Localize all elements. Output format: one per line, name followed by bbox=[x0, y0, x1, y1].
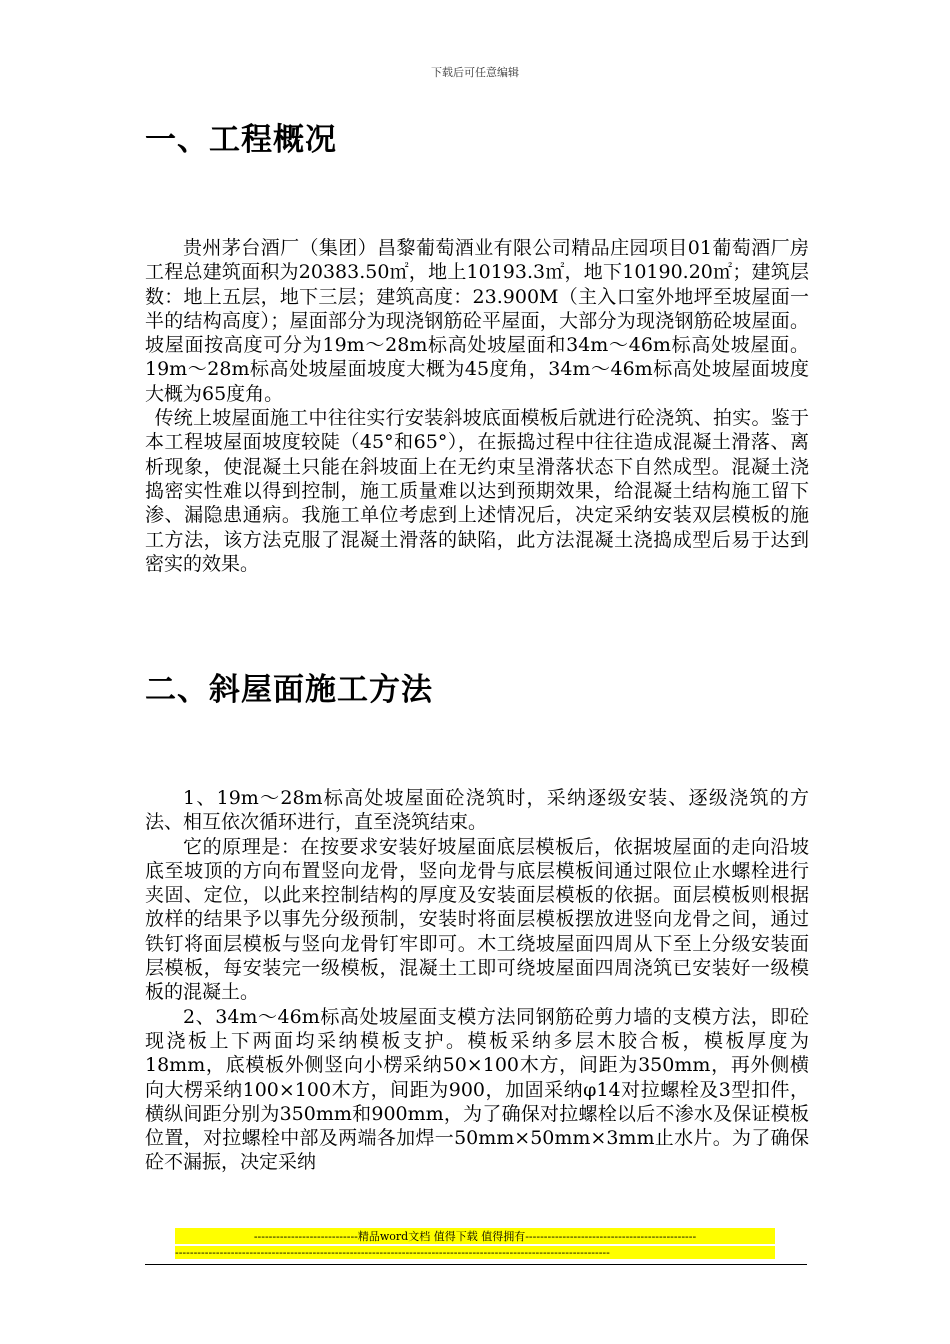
footer-banner: ----------------------------精品word文档 值得下载 值得拥有---------------------------------------------- bbox=[175, 1228, 775, 1244]
section-2-paragraph-3: 2、34m～46m标高处坡屋面支模方法同钢筋砼剪力墙的支模方法，即砼现浇板上下两面均采纳模板支护。模板采纳多层木胶合板，模板厚度为18mm，底模板外侧竖向小楞采纳50×100木方，间距为350mm，再外侧横向大楞采纳100×100木方，间距为900，加固采纳φ14对拉螺栓及3型扣件，横纵间距分别为350mm和900mm，为了确保对拉螺栓以后不渗水及保证模板位置，对拉螺栓中部及两端各加焊一50mm×50mm×3mm止水片。为了确保砼不漏振，决定采纳 bbox=[145, 1005, 809, 1174]
footer-dashes: --------------------------------------------------------------------------------------------------------------------- bbox=[175, 1246, 775, 1259]
footer-rule bbox=[145, 1264, 807, 1265]
section-2-body bbox=[145, 786, 809, 1175]
section-2-paragraph-2: 它的原理是：在按要求安装好坡屋面底层模板后，依据坡屋面的走向沿坡底至坡顶的方向布置竖向龙骨，竖向龙骨与底层模板间通过限位止水螺栓进行夹固、定位，以此来控制结构的厚度及安装面层模板的依据。面层模板则根据放样的结果予以事先分级预制，安装时将面层模板摆放进竖向龙骨之间，通过铁钉将面层模板与竖向龙骨钉牢即可。木工绕坡屋面四周从下至上分级安装面层模板，每安装完一级模板，混凝土工即可绕坡屋面四周浇筑已安装好一级模板的混凝土。 bbox=[145, 835, 809, 1004]
section-1-paragraph-2: 传统上坡屋面施工中往往实行安装斜坡底面模板后就进行砼浇筑、拍实。鉴于本工程坡屋面坡度较陡（45°和65°），在振捣过程中往往造成混凝土滑落、离析现象，使混凝土只能在斜坡面上在无约束呈滑落状态下自然成型。混凝土浇捣密实性难以得到控制，施工质量难以达到预期效果，给混凝土结构施工留下渗、漏隐患通病。我施工单位考虑到上述情况后，决定采纳安装双层模板的施工方法，该方法克服了混凝土滑落的缺陷，此方法混凝土浇捣成型后易于达到密实的效果。 bbox=[145, 407, 809, 575]
section-2-title: 二、斜屋面施工方法 bbox=[145, 672, 433, 708]
section-1-title: 一、工程概况 bbox=[145, 122, 337, 158]
section-1-body bbox=[145, 236, 809, 576]
section-1-paragraph-1: 贵州茅台酒厂（集团）昌黎葡萄酒业有限公司精品庄园项目01葡萄酒厂房工程总建筑面积为20383.50㎡，地上10193.3㎡，地下10190.20㎡；建筑层数：地上五层，地下三层；建筑高度：23.900M（主入口室外地坪至坡屋面一半的结构高度）；屋面部分为现浇钢筋砼平屋面，大部分为现浇钢筋砼坡屋面。坡屋面按高度可分为19m～28m标高处坡屋面和34m～46m标高处坡屋面。19m～28m标高处坡屋面坡度大概为45度角，34m～46m标高处坡屋面坡度大概为65度角。 bbox=[145, 237, 809, 405]
header-note: 下载后可任意编辑 bbox=[431, 66, 519, 79]
section-2-paragraph-1: 1、19m～28m标高处坡屋面砼浇筑时，采纳逐级安装、逐级浇筑的方法、相互依次循环进行，直至浇筑结束。 bbox=[145, 787, 809, 834]
